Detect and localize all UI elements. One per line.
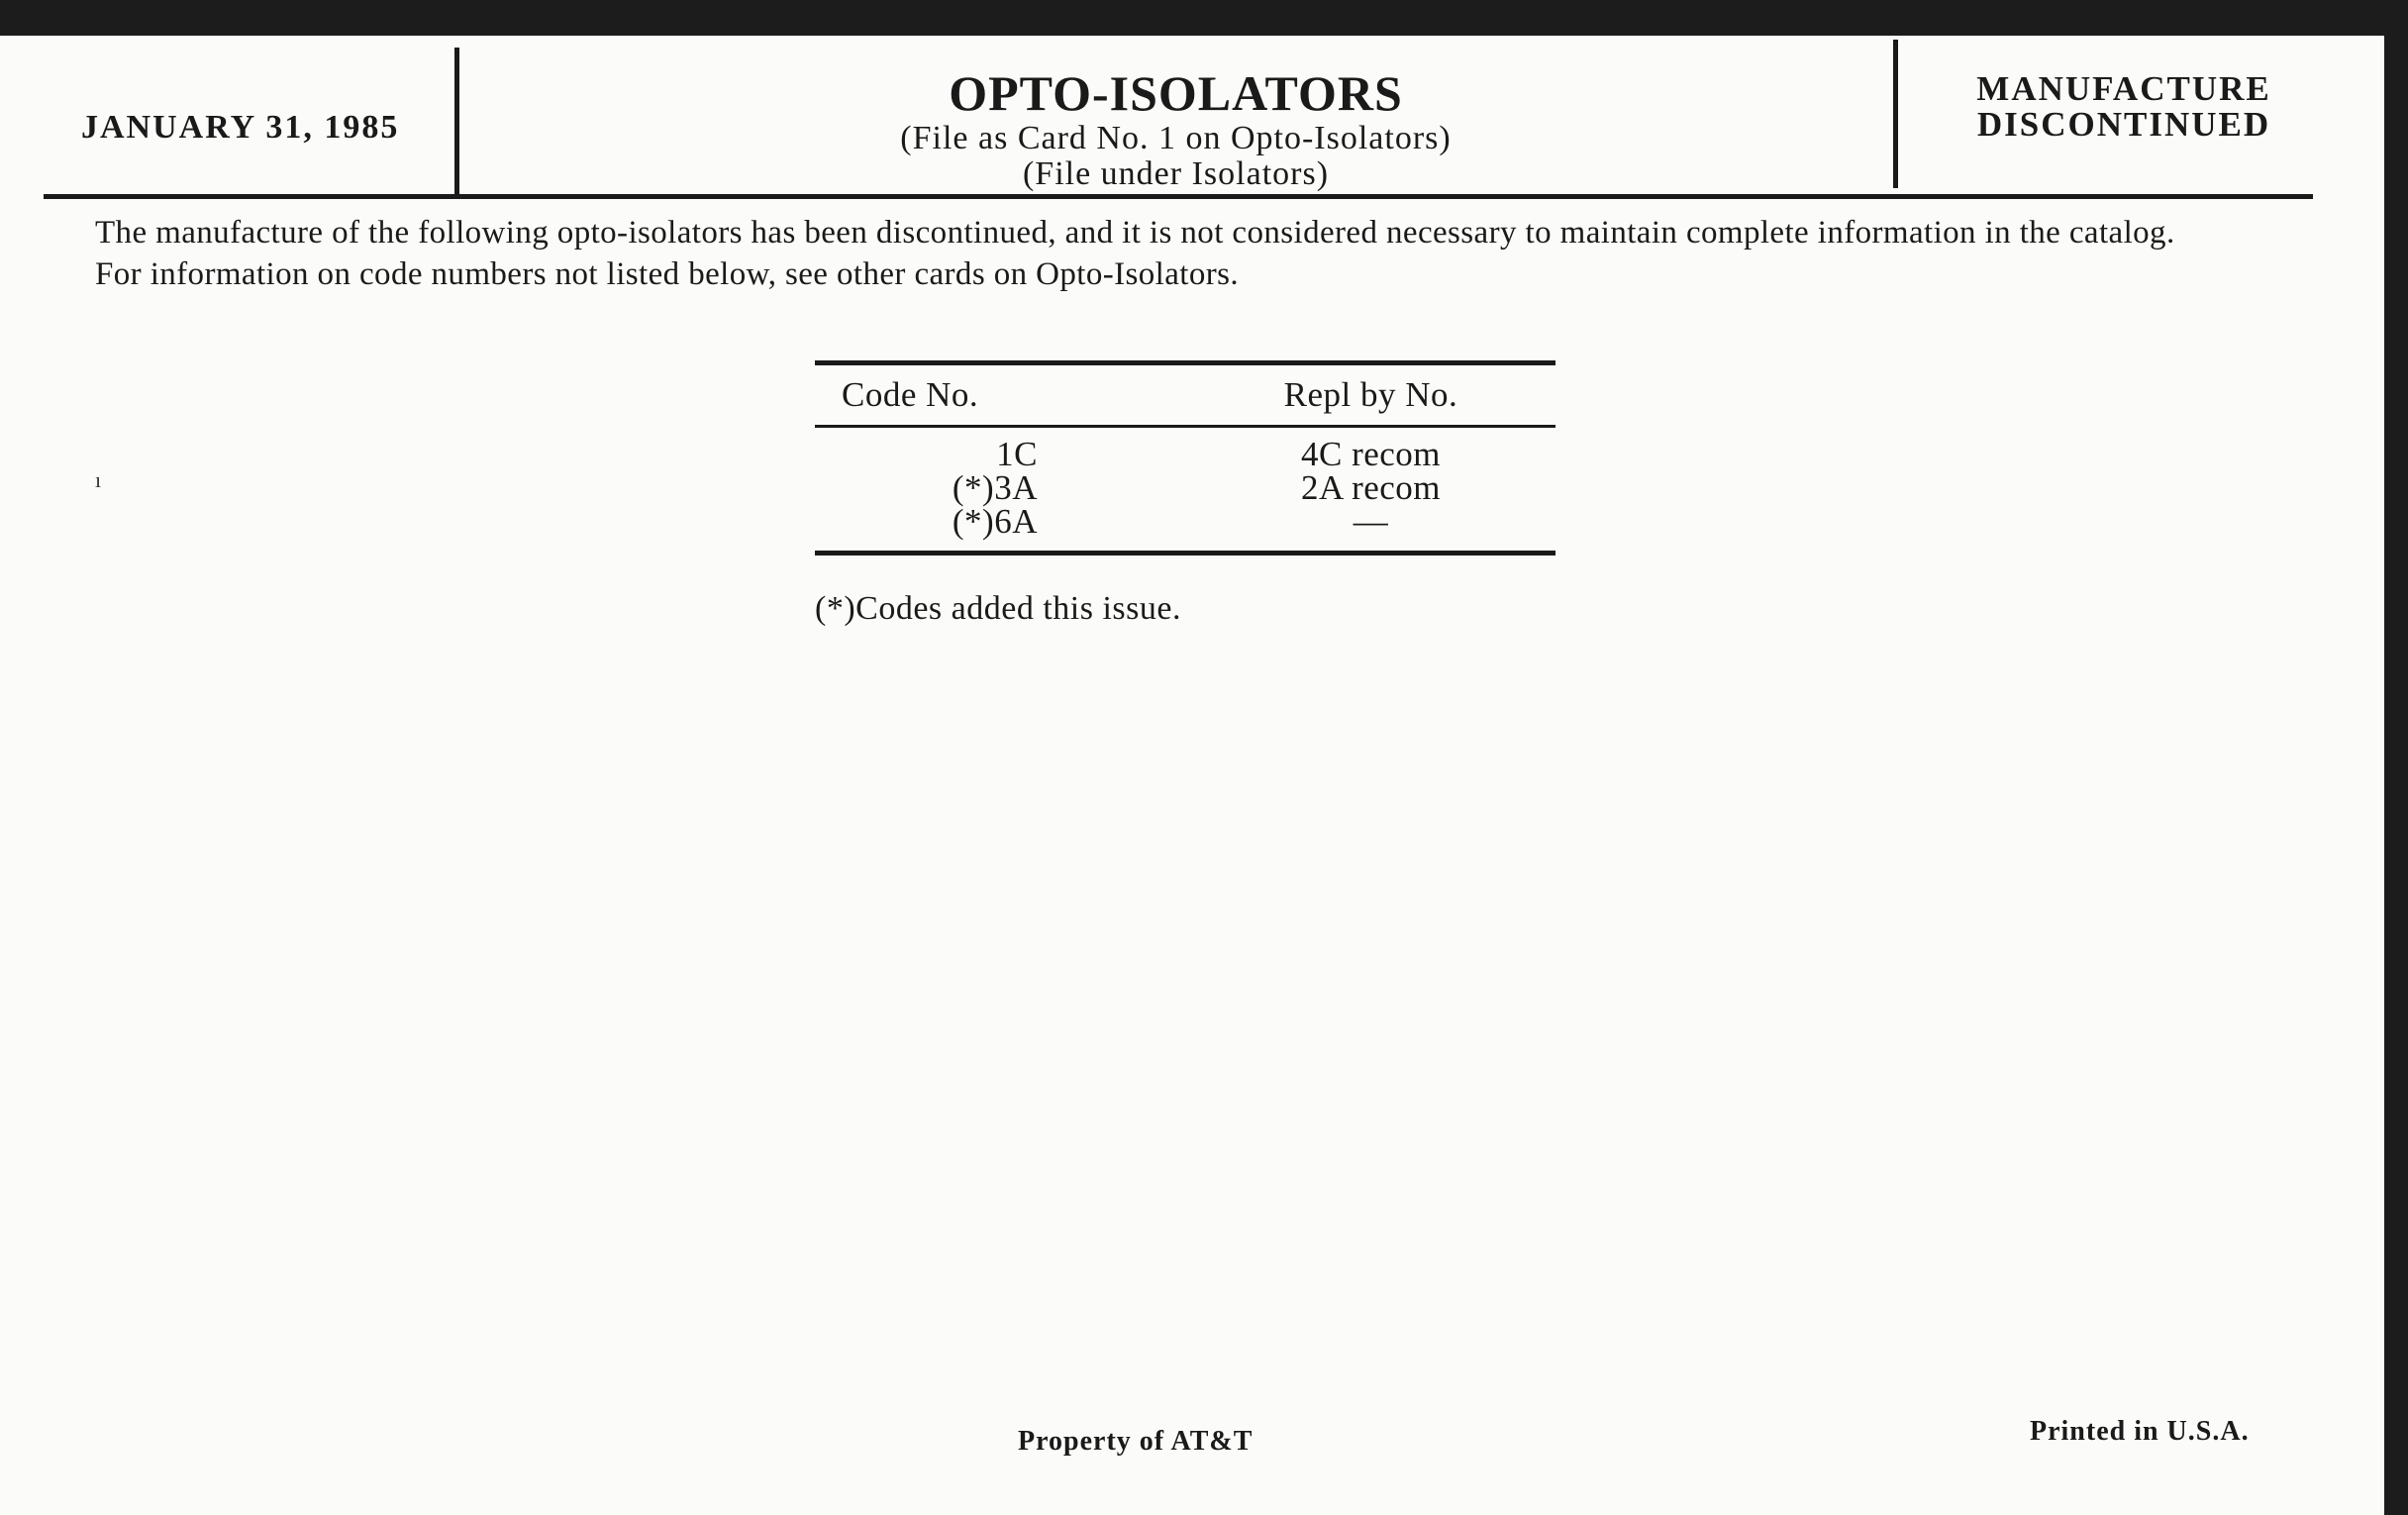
card-title: OPTO-ISOLATORS [949,65,1403,121]
filing-instruction: (File as Card No. 1 on Opto-Isolators) [900,120,1452,156]
table-row [815,427,1555,472]
title-block [460,65,1891,192]
table-row [815,505,1555,554]
reference-note: For information on code numbers not listed below, see other cards on Opto-Isolators. [95,256,1240,292]
discontinued-notice: The manufacture of the following opto-isolators has been discontinued, and it is not considered necessary to maintain complete information in the catalog. [95,215,2175,251]
code-cell: (*)6A [952,502,1038,541]
header-divider-left [454,48,459,194]
replacement-cell: — [1353,502,1389,541]
code-cell: 1C [996,435,1038,473]
status-line-2: DISCONTINUED [1976,105,2271,144]
header-divider-right [1893,40,1898,188]
issue-date: JANUARY 31, 1985 [81,109,400,146]
print-speck: ı [95,467,102,492]
catalog-card [0,36,2384,1515]
column-header-code: Code No. [842,375,979,414]
code-cell: (*)3A [952,468,1038,507]
code-table-wrapper [815,360,1555,556]
print-origin: Printed in U.S.A. [2030,1416,2250,1447]
filing-category: (File under Isolators) [1022,155,1330,192]
column-header-replacement: Repl by No. [1283,375,1458,414]
intro-text [95,214,2269,293]
replacement-cell: 2A recom [1300,468,1442,507]
code-table [815,360,1555,556]
table-row [815,471,1555,505]
status-label [1901,71,2347,143]
table-header-row [815,363,1555,427]
ownership-notice: Property of AT&T [1018,1426,1254,1457]
header-rule [44,194,2313,199]
replacement-cell: 4C recom [1300,435,1442,473]
table-footnote: (*)Codes added this issue. [815,590,1181,627]
status-line-1: MANUFACTURE [1976,69,2271,108]
